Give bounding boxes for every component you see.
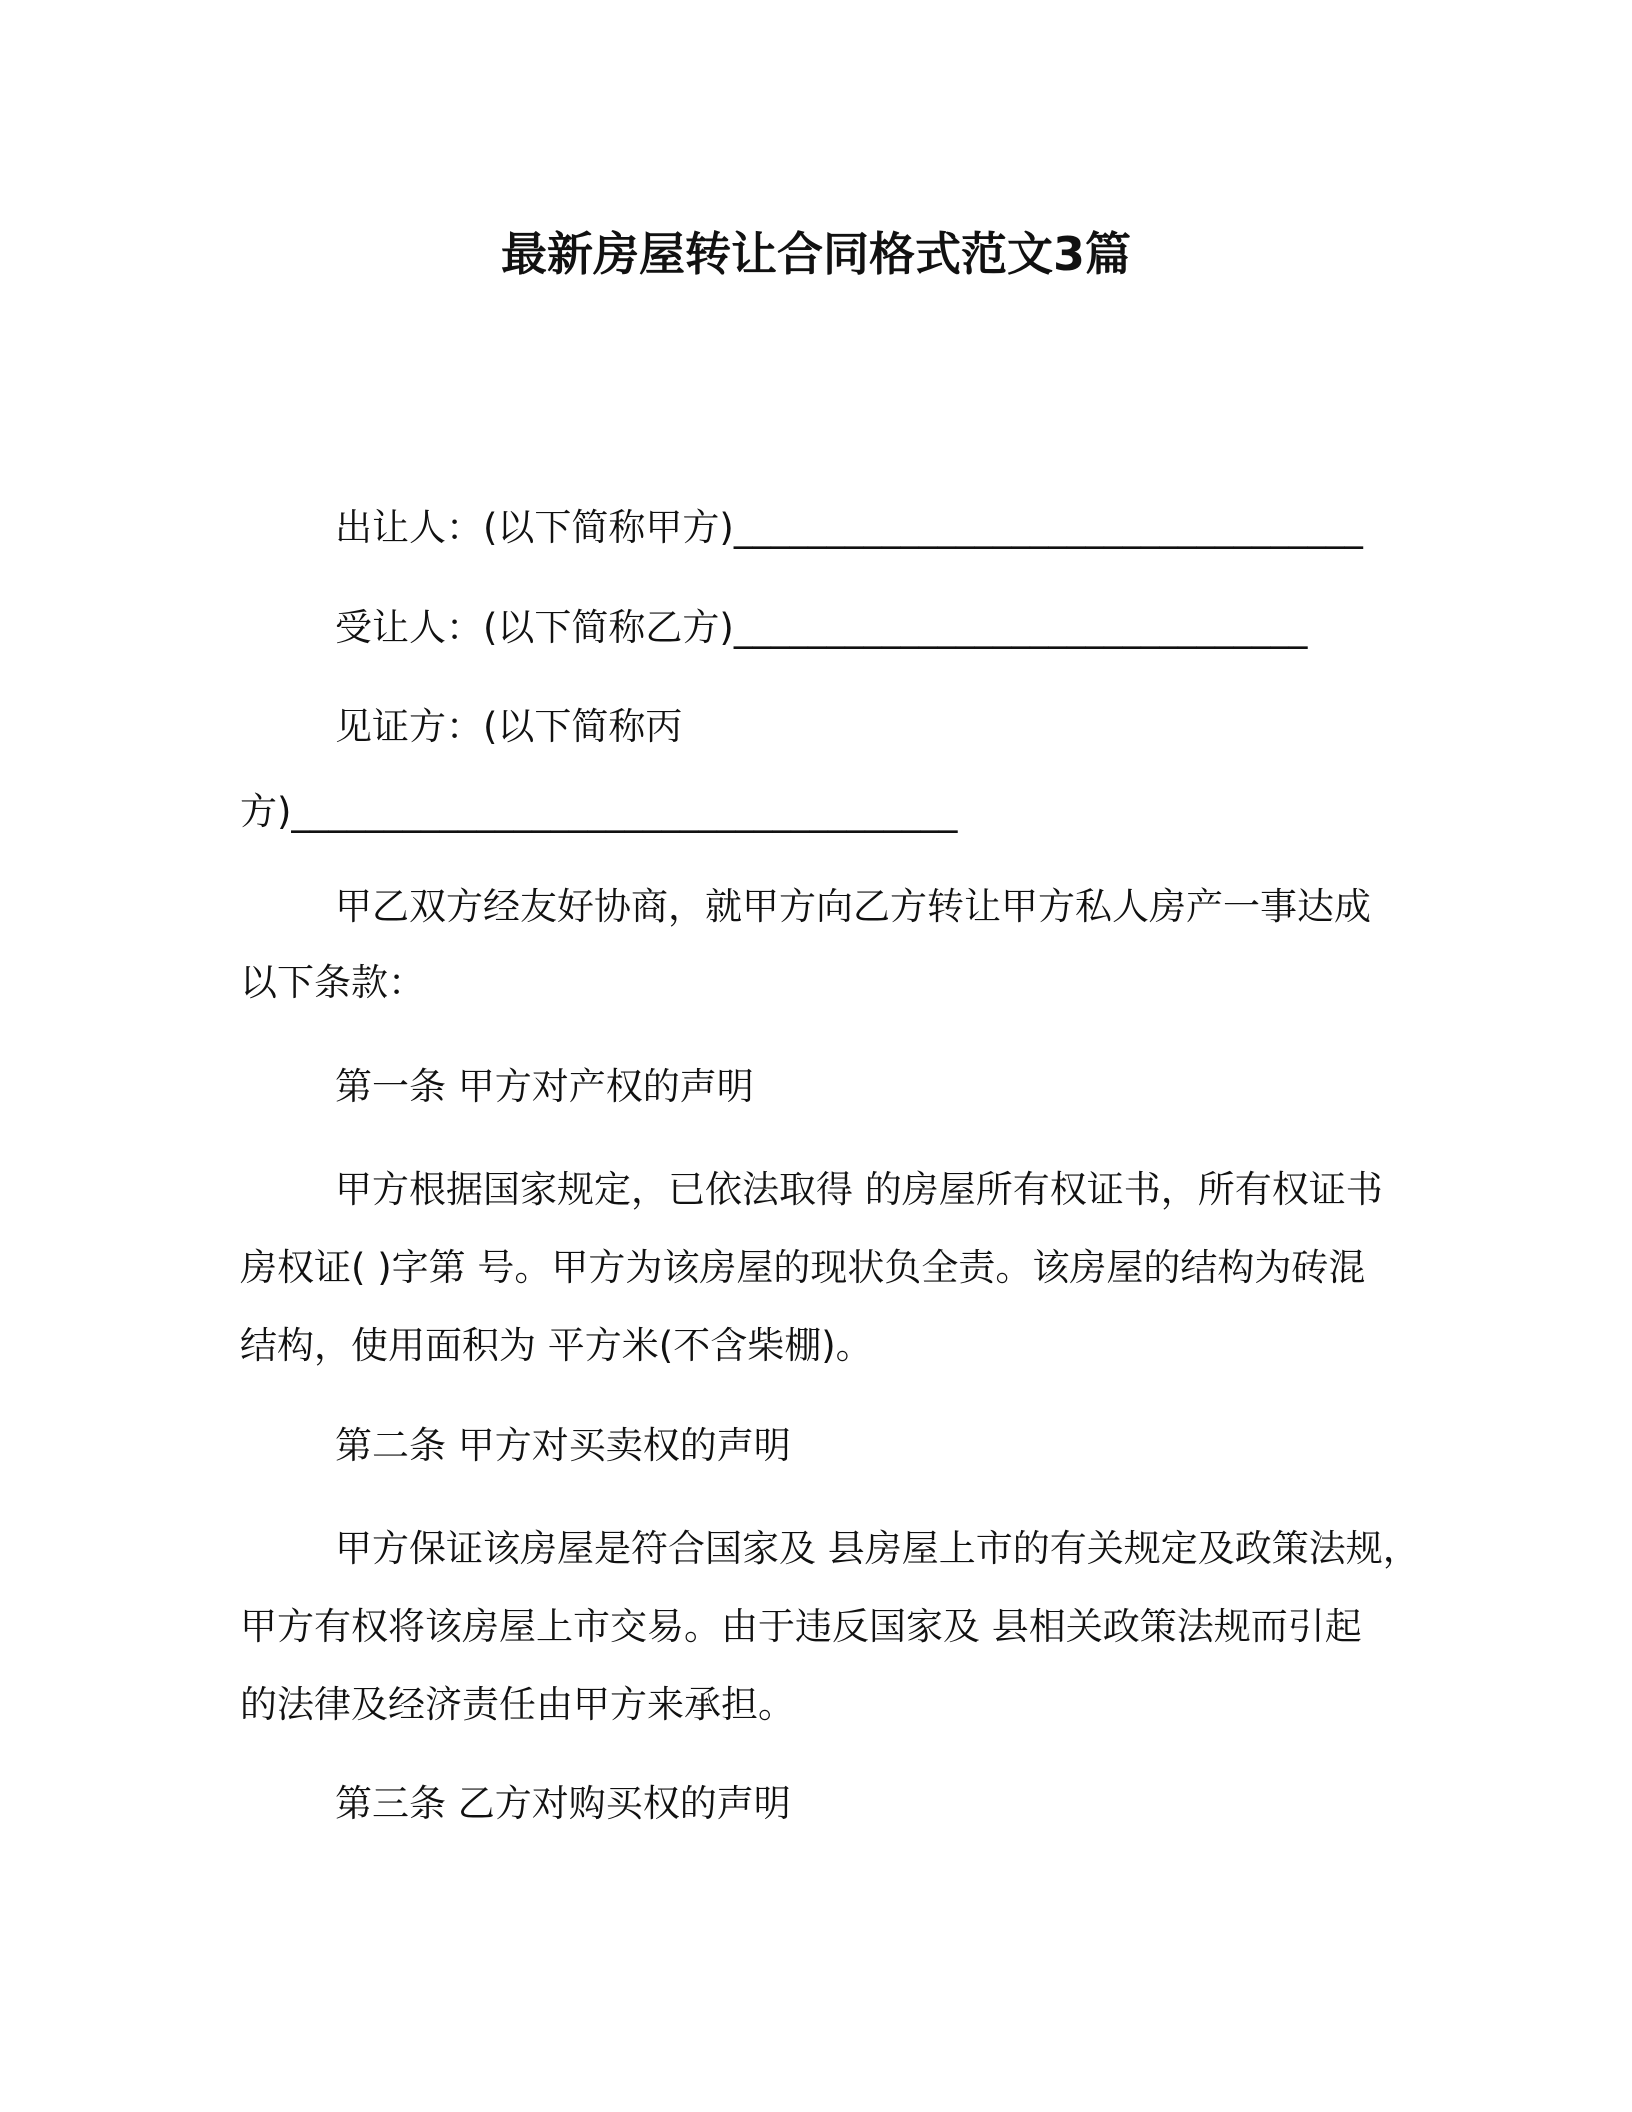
article-1-paragraph-line-1: 甲方根据国家规定，已依法取得 的房屋所有权证书，所有权证书: [335, 1168, 1383, 1211]
article-1-heading: 第一条 甲方对产权的声明: [335, 1065, 754, 1108]
preamble-paragraph-line-2: 以下条款：: [240, 961, 425, 1004]
article-2-paragraph-line-2: 甲方有权将该房屋上市交易。由于违反国家及 县相关政策法规而引起: [240, 1605, 1362, 1648]
witness-line: 见证方：(以下简称丙: [335, 705, 683, 748]
article-3-heading: 第三条 乙方对购买权的声明: [335, 1782, 791, 1825]
preamble-paragraph-line-1: 甲乙双方经友好协商，就甲方向乙方转让甲方私人房产一事达成: [335, 885, 1371, 928]
article-1-paragraph-line-2: 房权证( )字第 号。甲方为该房屋的现状负全责。该房屋的结构为砖混: [240, 1246, 1366, 1289]
transferor-line: 出让人：(以下简称甲方)__________________________________: [335, 506, 1363, 549]
article-2-heading: 第二条 甲方对买卖权的声明: [335, 1424, 791, 1467]
article-2-paragraph-line-3: 的法律及经济责任由甲方来承担。: [240, 1683, 795, 1726]
document-title: 最新房屋转让合同格式范文3篇: [500, 227, 1131, 281]
transferee-line: 受让人：(以下简称乙方)_______________________________: [335, 606, 1308, 649]
article-1-paragraph-line-3: 结构，使用面积为 平方米(不含柴棚)。: [240, 1324, 873, 1367]
witness-line-continued: 方)____________________________________: [240, 790, 958, 833]
article-2-paragraph-line-1: 甲方保证该房屋是符合国家及 县房屋上市的有关规定及政策法规，: [335, 1527, 1420, 1570]
